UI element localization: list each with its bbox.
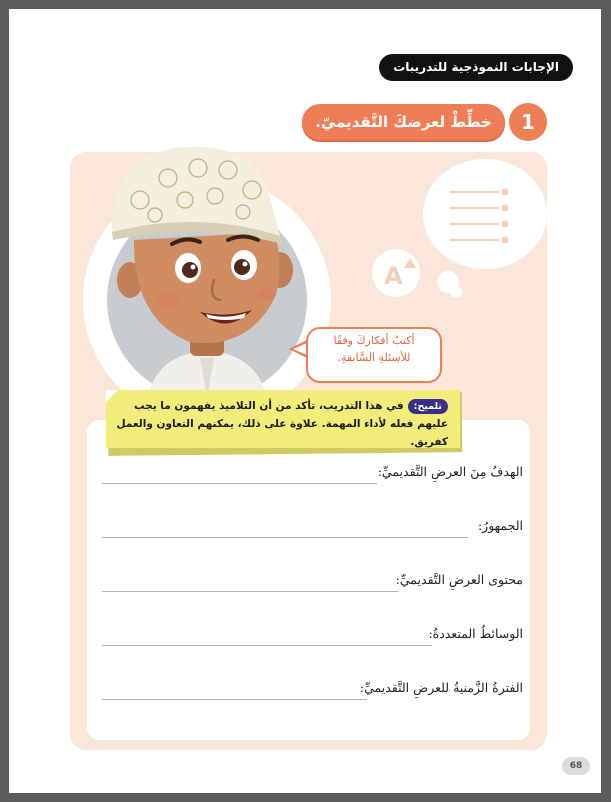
font-size-icon: [372, 249, 420, 297]
omani-boy-illustration: [83, 147, 331, 424]
activity-title: خطِّطْ لعرضكَ التَّقديميّ.: [302, 104, 505, 140]
form-field-media: [102, 626, 523, 646]
field-line-audience[interactable]: [102, 537, 468, 538]
teacher-tip-note: [106, 390, 460, 448]
field-label-audience: الجمهورُ:: [477, 518, 523, 533]
form-field-goal: [102, 464, 523, 484]
field-label-duration: الفترةُ الزَّمنيةُ للعرضِ التَّقديميِّ:: [359, 680, 523, 695]
form-field-content: [102, 572, 523, 592]
thought-bubble-icon: [423, 159, 547, 298]
field-line-media[interactable]: [102, 645, 432, 646]
field-label-content: محتوى العرضِ التَّقديميِّ:: [395, 572, 523, 587]
field-label-media: الوسائطُ المتعددةُ:: [428, 626, 523, 641]
page-number: 68: [562, 757, 590, 775]
field-line-duration[interactable]: [102, 699, 367, 700]
field-label-goal: الهدفُ مِنَ العرضِ التَّقديميِّ:: [377, 464, 523, 479]
svg-text:A: A: [384, 262, 403, 290]
form-field-duration: [102, 680, 523, 700]
tip-badge: تلميح:: [408, 399, 448, 414]
speech-bubble-tail-inner: [293, 343, 307, 355]
speech-line-2: للأسئلةِ السَّابقةِ.: [337, 351, 411, 364]
field-line-goal[interactable]: [102, 483, 377, 484]
form-field-audience: [102, 518, 523, 538]
field-line-content[interactable]: [102, 591, 398, 592]
section-header: الإجابات النموذجية للتدريبات: [379, 54, 573, 81]
tip-folded-corner: [106, 390, 118, 402]
activity-number-badge: 1: [509, 103, 547, 141]
speech-bubble: [306, 327, 442, 383]
tip-text: في هذا التدريب، تأكد من أن التلاميذ يفهمون ما يجب عليهم فعله لأداء المهمة. علاوة على ذلك، يمكنهم التعاون والعمل كفريق.: [116, 400, 448, 448]
speech-line-1: أكتبُ أفكاركَ وفقًا: [333, 334, 415, 347]
